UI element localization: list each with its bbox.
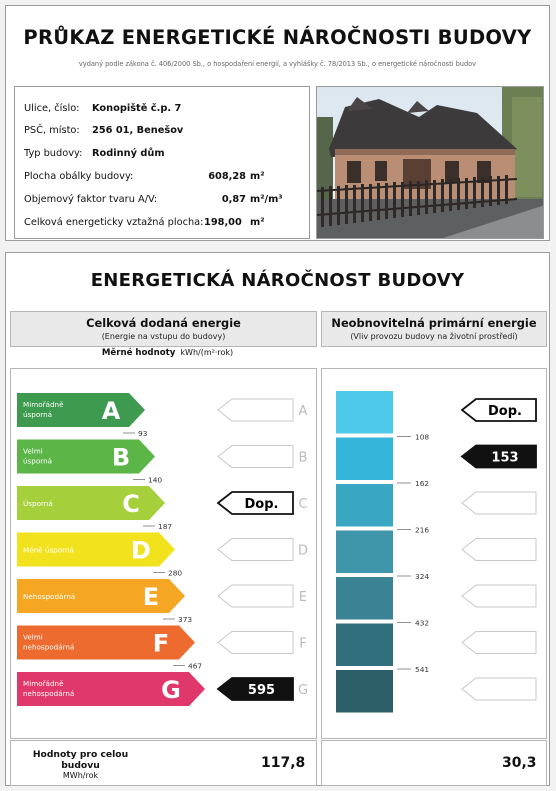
left-header-subtitle: (Energie na vstupu do budovy) [101, 332, 226, 341]
left-class-D-slot [218, 539, 293, 561]
shape-unit: m²/m³ [250, 194, 283, 205]
left-reference-text: Dop. [244, 497, 279, 512]
left-threshold-C: 187 [158, 522, 173, 531]
class-A-label-line1: Mimořádně [23, 400, 64, 409]
shape-label: Objemový faktor tvaru A/V: [24, 194, 158, 205]
right-class-C-block [336, 484, 393, 527]
left-class-F-slot [218, 632, 293, 654]
area-unit: m² [250, 217, 265, 228]
left-total-value: 117,8 [261, 755, 306, 771]
right-threshold-E: 432 [415, 618, 430, 628]
right-threshold-A: 108 [415, 432, 430, 442]
area-value: 198,00 [204, 217, 242, 228]
envelope-value: 608,28 [208, 171, 246, 182]
right-class-E-slot [462, 585, 536, 607]
right-class-F-slot [462, 632, 536, 654]
class-F-letter: F [152, 629, 170, 658]
class-F-label-line1: Velmi [23, 632, 43, 642]
class-A-label-line2: úsporná [23, 410, 53, 419]
right-header-subtitle: (Vliv provozu budovy na životní prostředí) [350, 332, 518, 341]
class-G-label-line2: nehospodárná [23, 689, 75, 698]
energy-rating-panel [5, 252, 550, 786]
right-class-G-slot [462, 678, 536, 700]
street-label: Ulice, číslo: [24, 103, 80, 114]
building-info-box [14, 86, 310, 239]
envelope-unit: m² [250, 171, 265, 182]
certificate-subtitle: vydaný podle zákona č. 406/2000 Sb., o hospodaření energií, a vyhlášky č. 78/2013 Sb., o energetické náročnosti budov [78, 60, 477, 68]
right-column-header [321, 311, 547, 347]
right-scale-graphic [322, 369, 546, 738]
specific-values-row [18, 348, 317, 368]
class-C-letter: C [122, 490, 140, 518]
right-threshold-D: 324 [415, 572, 430, 581]
right-class-D-slot [462, 539, 536, 561]
left-class-B-slot [218, 446, 293, 468]
shape-value: 0,87 [221, 194, 246, 205]
right-total-value: 30,3 [502, 755, 537, 771]
building-photo [316, 86, 544, 239]
right-class-F-block [336, 624, 393, 667]
left-class-E-ghost-letter: E [298, 590, 308, 605]
class-D-label: Méně úsporná [23, 545, 74, 555]
zip-value: 256 01, Benešov [92, 125, 184, 136]
right-header-title: Neobnovitelná primární energie [331, 316, 537, 330]
left-threshold-B: 140 [148, 475, 163, 485]
left-threshold-D: 280 [168, 568, 183, 578]
left-class-B-ghost-letter: B [298, 450, 308, 466]
right-threshold-F: 541 [415, 665, 430, 674]
left-value-text: 595 [247, 683, 276, 698]
class-E-label: Nehospodárná [23, 592, 76, 601]
class-B-label-line2: úsporná [23, 456, 53, 466]
left-threshold-A: 93 [138, 429, 148, 438]
left-class-A-ghost-letter: A [298, 404, 308, 419]
class-B-label-line1: Velmi [23, 446, 43, 456]
class-G-label-line1: Mimořádně [23, 679, 64, 688]
right-class-D-block [336, 531, 393, 574]
left-class-D-ghost-letter: D [297, 543, 309, 559]
zip-label: PSČ, místo: [24, 125, 80, 136]
class-G-letter: G [161, 676, 181, 704]
left-class-C-ghost-letter: C [298, 497, 308, 512]
class-B-letter: B [111, 443, 131, 472]
right-totals-box [321, 740, 547, 786]
class-F-label-line2: nehospodárná [23, 642, 75, 652]
left-scale-graphic [11, 369, 316, 738]
totals-label-block [23, 749, 138, 780]
right-threshold-C: 216 [415, 525, 430, 535]
class-D-letter: D [131, 536, 151, 565]
class-A-letter: A [101, 397, 121, 425]
left-class-G-ghost-letter: G [297, 683, 309, 698]
rating-title: ENERGETICKÁ NÁROČNOST BUDOVY [90, 270, 465, 291]
area-label: Celková energeticky vztažná plocha: [24, 217, 204, 228]
right-class-E-block [336, 577, 393, 620]
left-threshold-E: 373 [178, 615, 193, 624]
left-threshold-F: 467 [188, 661, 203, 671]
certificate-title: PRŮKAZ ENERGETICKÉ NÁROČNOSTI BUDOVY [23, 26, 532, 49]
left-column-header [10, 311, 317, 347]
left-class-A-slot [218, 399, 293, 421]
left-class-F-ghost-letter: F [299, 636, 307, 652]
left-scale-area [10, 368, 317, 739]
right-class-B-block [336, 438, 393, 481]
specific-values-label: Měrné hodnoty [101, 348, 176, 358]
type-value: Rodinný dům [92, 148, 165, 159]
class-E-letter: E [142, 583, 160, 611]
type-label: Typ budovy: [24, 148, 83, 159]
certificate-header-panel [5, 5, 550, 241]
right-value-text: 153 [491, 450, 519, 466]
totals-unit: MWh/rok [62, 771, 99, 780]
right-reference-text: Dop. [488, 404, 522, 419]
class-C-label: Úsporná [23, 499, 53, 508]
right-class-G-block [336, 670, 393, 713]
right-scale-area [321, 368, 547, 739]
street-value: Konopiště č.p. 7 [92, 103, 182, 114]
right-class-C-slot [462, 492, 536, 514]
totals-label: Hodnoty pro celou budovu [32, 749, 129, 771]
right-threshold-B: 162 [415, 479, 430, 488]
right-class-A-block [336, 391, 393, 434]
left-class-E-slot [218, 585, 293, 607]
envelope-label: Plocha obálky budovy: [24, 171, 134, 182]
left-totals-box [10, 740, 317, 786]
left-header-title: Celková dodaná energie [86, 316, 241, 330]
specific-values-unit: kWh/(m²·rok) [180, 348, 234, 357]
